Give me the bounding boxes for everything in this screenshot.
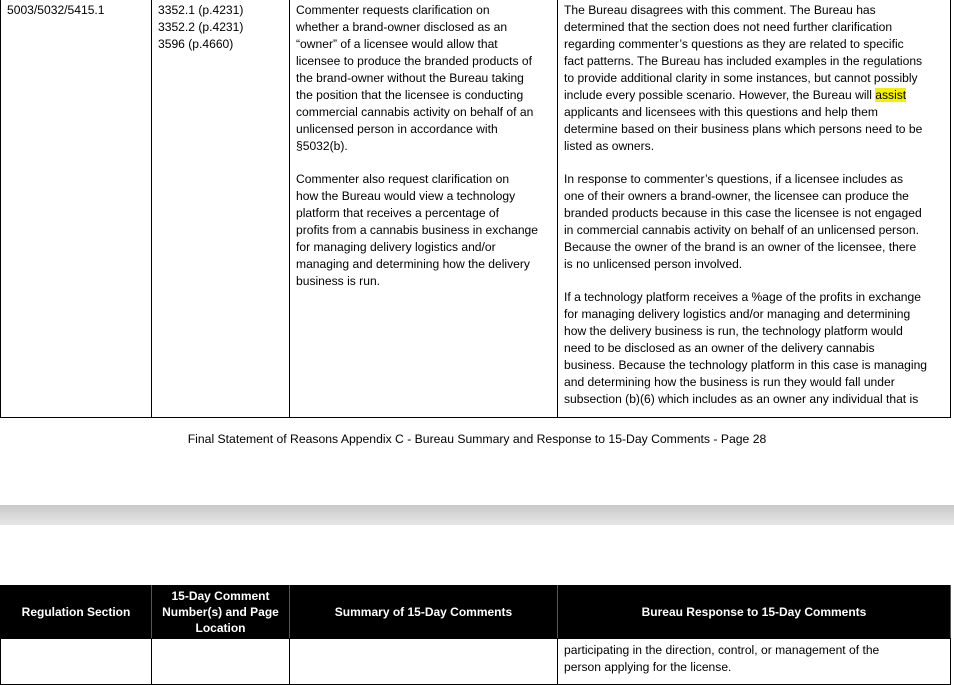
summary-cell xyxy=(290,639,558,685)
text-line: licensee to produce the branded products of xyxy=(296,54,532,68)
text-line: business. Because the technology platform in this case is managing xyxy=(564,358,928,372)
text-line: determined that the section does not need further clarification xyxy=(564,20,893,34)
page-footer: Final Statement of Reasons Appendix C - Bureau Summary and Response to 15-Day Comments - Page 28 xyxy=(187,432,767,446)
summary-paragraph xyxy=(296,2,554,155)
text-line: fact patterns. The Bureau has included examples in the regulations xyxy=(564,54,923,68)
text-line: need to be disclosed as an owner of the delivery cannabis xyxy=(564,341,875,355)
comment-numbers-cell xyxy=(152,639,290,685)
text-line: determine based on their business plans which persons need to be xyxy=(564,122,923,136)
summary-cell xyxy=(290,0,558,418)
comment-numbers-cell xyxy=(152,0,290,418)
table-header-row xyxy=(1,586,951,639)
header-line: Location xyxy=(195,621,246,635)
text-line: In response to commenter’s questions, if a licensee includes as xyxy=(564,172,904,186)
table-row xyxy=(1,639,951,685)
text-line: branded products because in this case the licensee is not engaged xyxy=(564,206,922,220)
header-line: 15-Day Comment xyxy=(171,589,270,603)
comment-number: 3596 (p.4660) xyxy=(158,37,234,51)
text-line: regarding commenter’s questions as they are related to specific xyxy=(564,37,904,51)
header-summary: Summary of 15-Day Comments xyxy=(290,586,558,639)
comments-table-continued xyxy=(0,585,951,685)
text-line: how the delivery business is run, the technology platform would xyxy=(564,324,903,338)
text-line xyxy=(564,87,947,104)
text-line: listed as owners. xyxy=(564,139,655,153)
text-line: subsection (b)(6) which includes as an owner any individual that is xyxy=(564,392,919,406)
text-line: profits from a cannabis business in exchange xyxy=(296,223,539,237)
text-line: “owner” of a licensee would allow that xyxy=(296,37,498,51)
text-line: in commercial cannabis activity on behalf of an unlicensed person. xyxy=(564,223,919,237)
text-line: whether a brand-owner disclosed as an xyxy=(296,20,508,34)
response-cell xyxy=(558,639,951,685)
text-line: to provide additional clarity in some instances, but cannot possibly xyxy=(564,71,918,85)
text-line: and determining how the business is run they would fall under xyxy=(564,375,895,389)
text-line: §5032(b). xyxy=(296,139,348,153)
text-line: is no unlicensed person involved. xyxy=(564,257,743,271)
header-line: Number(s) and Page xyxy=(162,605,279,619)
text-line: If a technology platform receives a %age of the profits in exchange xyxy=(564,290,921,304)
highlighted-word: assist xyxy=(875,88,907,102)
text-line: the brand-owner without the Bureau taking xyxy=(296,71,524,85)
table-row xyxy=(1,0,951,418)
text-line: applicants and licensees with this questions and help them xyxy=(564,105,878,119)
comment-number: 3352.1 (p.4231) xyxy=(158,3,244,17)
text-line: how the Bureau would view a technology xyxy=(296,189,516,203)
text-line: Commenter requests clarification on xyxy=(296,3,490,17)
text-line: commercial cannabis activity on behalf of an xyxy=(296,105,534,119)
text-line: the position that the licensee is conducting xyxy=(296,88,524,102)
response-cell xyxy=(558,0,951,418)
text-line: Because the owner of the brand is an owner of the licensee, there xyxy=(564,240,917,254)
text-line: Commenter also request clarification on xyxy=(296,172,510,186)
comment-number: 3352.2 (p.4231) xyxy=(158,20,244,34)
text-line: person applying for the license. xyxy=(564,660,732,674)
text-line: unlicensed person in accordance with xyxy=(296,122,498,136)
response-paragraph xyxy=(564,171,947,273)
text-line: participating in the direction, control, or management of the xyxy=(564,643,880,657)
header-regulation-section: Regulation Section xyxy=(1,586,152,639)
regulation-section: 5003/5032/5415.1 xyxy=(7,3,105,17)
header-comment-numbers xyxy=(152,586,290,639)
text-line: one of their owners a brand-owner, the licensee can produce the xyxy=(564,189,909,203)
header-response: Bureau Response to 15-Day Comments xyxy=(558,586,951,639)
text-line: for managing delivery logistics and/or xyxy=(296,240,496,254)
response-paragraph xyxy=(564,2,947,155)
text-line: platform that receives a percentage of xyxy=(296,206,500,220)
page-separator xyxy=(0,505,954,525)
document-page-bottom xyxy=(0,525,954,674)
text-segment: include every possible scenario. However, the Bureau will xyxy=(564,88,876,102)
summary-paragraph xyxy=(296,171,554,290)
regulation-section-cell xyxy=(1,639,152,685)
regulation-section-cell xyxy=(1,0,152,418)
text-line: business is run. xyxy=(296,274,381,288)
text-line: managing and determining how the delivery xyxy=(296,257,530,271)
text-line: The Bureau disagrees with this comment. The Bureau has xyxy=(564,3,876,17)
response-paragraph xyxy=(564,289,947,408)
text-line: for managing delivery logistics and/or managing and determining xyxy=(564,307,911,321)
